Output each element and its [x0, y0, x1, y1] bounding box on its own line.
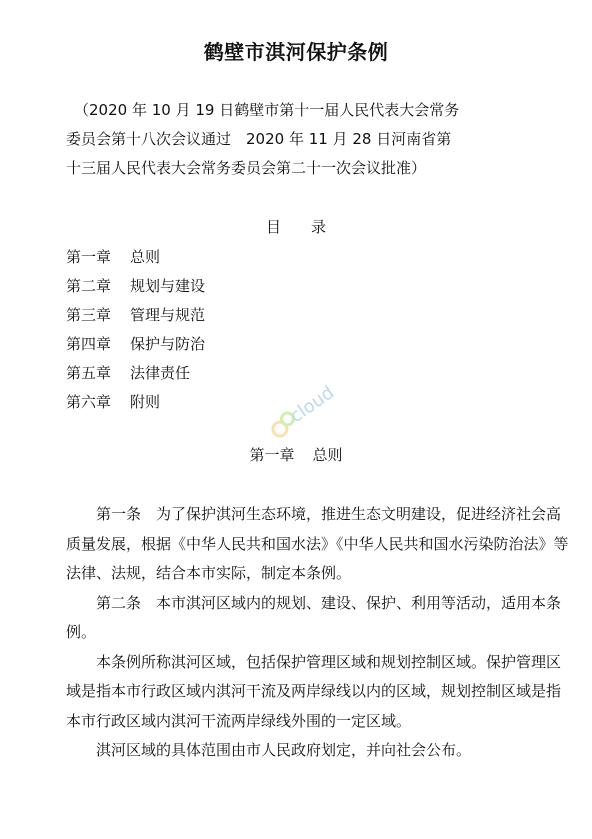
- toc-chapter-name: 附则: [130, 393, 161, 411]
- toc-heading-left: 目: [265, 218, 281, 236]
- toc-heading-right: 录: [311, 218, 327, 236]
- body-line: 本市行政区域内淇河干流两岸绿线外围的一定区域。: [66, 711, 412, 730]
- cloud-watermark-logo: [258, 378, 348, 438]
- watermark-text: cloud: [286, 382, 339, 428]
- toc-chapter-name: 总则: [130, 248, 161, 266]
- toc-chapter-number: 第四章: [66, 335, 112, 353]
- toc-chapter-name: 规划与建设: [130, 277, 206, 295]
- chapter-number: 第一章: [249, 446, 295, 464]
- body-line: 例。: [66, 623, 97, 641]
- document-title: 鹤壁市淇河保护条例: [203, 40, 389, 64]
- body-line: 法律、法规，结合本市实际，制定本条例。: [66, 564, 352, 582]
- body-line: 域是指本市行政区域内淇河干流及两岸绿线以内的区域，规划控制区域是指: [66, 682, 562, 700]
- toc-chapter-name: 管理与规范: [130, 306, 206, 324]
- adoption-note-line: 委员会第十八次会议通过 2020 年 11 月 28 日河南省第: [66, 130, 452, 148]
- body-line: 淇河区域的具体范围由市人民政府划定，并向社会公布。: [66, 741, 472, 759]
- adoption-note-line: （2020 年 10 月 19 日鹤壁市第十一届人民代表大会常务: [74, 101, 460, 119]
- toc-item: [66, 359, 205, 388]
- body-line: 质量发展，根据《中华人民共和国水法》《中华人民共和国水污染防治法》等: [66, 534, 569, 553]
- adoption-note-line: 十三届人民代表大会常务委员会第二十一次会议批准）: [66, 159, 427, 177]
- toc-item: [66, 272, 205, 301]
- body-line: 本条例所称淇河区域，包括保护管理区域和规划控制区域。保护管理区: [66, 652, 562, 671]
- chapter-heading: [0, 444, 592, 465]
- toc-chapter-number: 第一章: [66, 248, 112, 266]
- chapter-name: 总则: [312, 446, 343, 464]
- toc-chapter-name: 法律责任: [130, 364, 191, 382]
- toc-item: [66, 243, 205, 272]
- toc-chapter-number: 第三章: [66, 306, 112, 324]
- body-line: 第二条 本市淇河区域内的规划、建设、保护、利用等活动，适用本条: [66, 593, 562, 612]
- body-line: 第一条 为了保护淇河生态环境，推进生态文明建设，促进经济社会高: [66, 505, 562, 523]
- toc-chapter-number: 第五章: [66, 364, 112, 382]
- adoption-note: [66, 96, 536, 183]
- table-of-contents: [66, 243, 205, 417]
- toc-item: [66, 301, 205, 330]
- chapter-body: [66, 500, 569, 766]
- toc-chapter-number: 第六章: [66, 393, 112, 411]
- toc-item: [66, 330, 205, 359]
- toc-item: [66, 388, 205, 417]
- toc-chapter-number: 第二章: [66, 277, 112, 295]
- toc-chapter-name: 保护与防治: [130, 335, 206, 353]
- toc-heading: [0, 216, 592, 237]
